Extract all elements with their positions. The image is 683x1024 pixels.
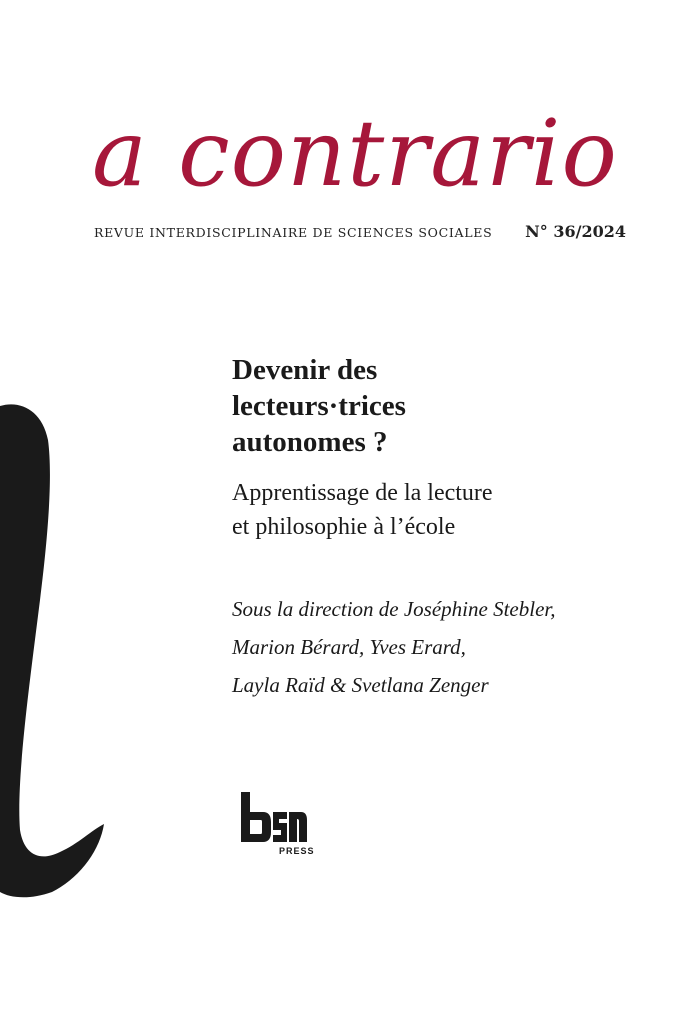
editors-line: Marion Bérard, Yves Erard, [232,635,466,659]
issue-subtitle [232,476,652,544]
publisher [241,792,331,862]
editors [232,590,652,704]
editors-line: Layla Raïd & Svetlana Zenger [232,673,489,697]
issue-title [232,352,632,460]
masthead-subtitle-row [94,222,626,241]
publisher-name: PRESS [279,846,315,856]
issue-number: N° 36/2024 [525,222,626,241]
bsn-press-logo-icon [241,792,307,844]
issue-subtitle-line: Apprentissage de la lecture [232,480,493,506]
issue-title-line: autonomes ? [232,426,388,458]
large-letter-l-glyph-icon [0,400,110,900]
issue-title-line: Devenir des [232,354,378,386]
journal-description: REVUE INTERDISCIPLINAIRE DE SCIENCES SOCIALES [94,225,493,240]
editors-line: Sous la direction de Joséphine Stebler, [232,597,556,621]
issue-subtitle-line: et philosophie à l’école [232,514,456,540]
journal-title: a contrario [92,100,618,207]
issue-title-line: lecteurs·trices [232,390,406,422]
